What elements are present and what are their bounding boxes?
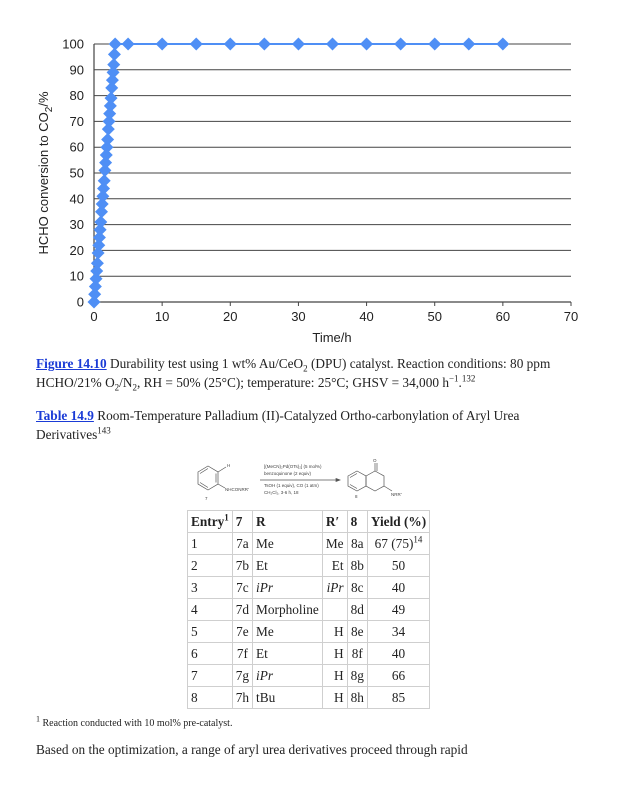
y-tick-label: 20 — [69, 242, 84, 258]
cell-yield: 49 — [367, 599, 429, 621]
cell-7: 7b — [232, 555, 252, 577]
data-point — [462, 38, 475, 51]
cell-yield: 40 — [367, 643, 429, 665]
data-point — [109, 38, 122, 51]
cell-r: iPr — [253, 577, 323, 599]
reagent-line-4: CH₂Cl₂, 3-6 h, 18 — [264, 490, 299, 495]
cell-r: iPr — [253, 665, 323, 687]
cell-r-prime: Et — [322, 555, 347, 577]
y-tick-label: 70 — [69, 113, 84, 129]
x-tick-label: 10 — [154, 309, 170, 324]
data-point — [258, 38, 271, 51]
header-yield: Yield (%) — [367, 511, 429, 533]
table-row — [188, 665, 430, 687]
table-row — [188, 533, 430, 555]
table-row — [188, 555, 430, 577]
data-point — [156, 38, 169, 51]
table-link[interactable]: Table 14.9 — [36, 408, 94, 423]
header-7: 7 — [232, 511, 252, 533]
data-point — [394, 38, 407, 51]
cell-7: 7h — [232, 687, 252, 709]
x-tick-label: 40 — [359, 309, 374, 324]
grid-lines — [94, 44, 571, 276]
table-row — [188, 687, 430, 709]
header-r: R — [253, 511, 323, 533]
cell-8: 8e — [347, 621, 367, 643]
cell-8: 8f — [347, 643, 367, 665]
cell-r-prime: Me — [322, 533, 347, 555]
sm-h-label: H — [227, 463, 231, 468]
cell-8: 8c — [347, 577, 367, 599]
reagent-line-2: benzoquinone (2 equiv) — [264, 471, 312, 476]
cell-entry: 8 — [188, 687, 233, 709]
cell-7: 7a — [232, 533, 252, 555]
cell-entry: 2 — [188, 555, 233, 577]
figure-caption — [36, 354, 586, 392]
y-tick-label: 0 — [76, 294, 84, 310]
figure-link[interactable]: Figure 14.10 — [36, 356, 107, 371]
data-point — [292, 38, 305, 51]
table-row — [188, 577, 430, 599]
data-point — [224, 38, 237, 51]
tick-labels — [62, 37, 578, 325]
table-header-row — [188, 511, 430, 533]
cell-7: 7g — [232, 665, 252, 687]
reaction-arrow — [260, 479, 340, 482]
data-point — [496, 38, 509, 51]
product-compound-label: 8 — [355, 494, 358, 499]
header-r-prime: R′ — [322, 511, 347, 533]
cell-entry: 7 — [188, 665, 233, 687]
sm-compound-label: 7 — [205, 496, 208, 501]
table-row — [188, 599, 430, 621]
starting-material-structure — [198, 466, 226, 490]
y-tick-label: 80 — [69, 88, 84, 104]
cell-r: Et — [253, 643, 323, 665]
cell-r-prime: H — [322, 665, 347, 687]
cell-yield: 40 — [367, 577, 429, 599]
reagent-line-3: TsOH (1 equiv), CO (1 atm) — [264, 483, 319, 488]
cell-yield: 34 — [367, 621, 429, 643]
cell-entry: 5 — [188, 621, 233, 643]
x-tick-label: 70 — [563, 309, 579, 324]
cell-r: Et — [253, 555, 323, 577]
cell-r-prime: H — [322, 643, 347, 665]
cell-8: 8b — [347, 555, 367, 577]
table-footnote: $^1$ Reaction conducted with 10 mol% pre-catalyst. — [36, 714, 233, 729]
cell-r: Morpholine — [253, 599, 323, 621]
cell-7: 7d — [232, 599, 252, 621]
data-point — [360, 38, 373, 51]
table-row — [188, 643, 430, 665]
durability-chart — [0, 0, 617, 350]
cell-entry: 1 — [188, 533, 233, 555]
cell-7: 7e — [232, 621, 252, 643]
table-caption-text: Room-Temperature Palladium (II)-Catalyzed Ortho-carbonylation of Aryl Urea Derivatives — [36, 408, 520, 442]
cell-entry: 6 — [188, 643, 233, 665]
sm-group-label: NHCONRR' — [225, 487, 249, 492]
body-paragraph: Based on the optimization, a range of aryl urea derivatives proceed through rapid — [36, 742, 468, 757]
header-entry: Entry$^1$ — [188, 511, 233, 533]
cell-entry: 3 — [188, 577, 233, 599]
cell-8: 8h — [347, 687, 367, 709]
cell-r: Me — [253, 533, 323, 555]
x-tick-label: 50 — [427, 309, 442, 324]
cell-r: Me — [253, 621, 323, 643]
y-axis-label: HCHO conversion to $CO_2/\%$ — [36, 91, 55, 255]
product-oxygen: O — [373, 458, 377, 463]
cell-r-prime: H — [322, 687, 347, 709]
product-group-label: NRR' — [391, 492, 402, 497]
cell-8: 8g — [347, 665, 367, 687]
cell-yield: 67 $(75)^{14}$ — [367, 533, 429, 555]
cell-7: 7c — [232, 577, 252, 599]
table-caption-ref: 143 — [97, 425, 111, 436]
y-tick-label: 90 — [69, 62, 84, 78]
product-structure — [348, 463, 392, 491]
cell-r-prime: iPr — [322, 577, 347, 599]
data-point — [428, 38, 441, 51]
header-8: 8 — [347, 511, 367, 533]
cell-r: tBu — [253, 687, 323, 709]
cell-7: 7f — [232, 643, 252, 665]
table-row — [188, 621, 430, 643]
results-table — [187, 510, 430, 709]
cell-8: 8d — [347, 599, 367, 621]
y-tick-label: 40 — [69, 191, 84, 207]
x-tick-label: 20 — [223, 309, 238, 324]
table-caption — [36, 406, 586, 444]
axes — [94, 44, 571, 306]
reagent-line-1: [(MeCN)₂Pd(OTs)₂] (5 mol%) — [264, 464, 322, 469]
y-tick-label: 10 — [69, 268, 84, 284]
figure-caption-text: Durability test using 1 wt% Au/CeO$_2$ (DPU) catalyst. Reaction conditions: 80 ppm HCHO/21% $O_2/N_2$, RH = 50% (25°C); temperature: 25°C; GHSV = 34,000 $h^{-1}.^{132}$ — [36, 356, 551, 393]
cell-r-prime: H — [322, 621, 347, 643]
cell-yield: 50 — [367, 555, 429, 577]
cell-entry: 4 — [188, 599, 233, 621]
y-tick-label: 30 — [69, 217, 84, 233]
cell-yield: 85 — [367, 687, 429, 709]
data-point — [122, 38, 135, 51]
reaction-scheme — [190, 458, 430, 506]
data-point — [190, 38, 203, 51]
x-tick-label: 30 — [291, 309, 306, 324]
cell-8: 8a — [347, 533, 367, 555]
cell-yield: 66 — [367, 665, 429, 687]
cell-r-prime — [322, 599, 347, 621]
y-tick-label: 60 — [69, 139, 84, 155]
y-tick-label: 100 — [62, 36, 84, 52]
data-point — [326, 38, 339, 51]
x-tick-label: 60 — [495, 309, 511, 324]
x-axis-label: Time/h — [312, 330, 352, 345]
y-tick-label: 50 — [69, 165, 84, 181]
x-tick-label: 0 — [90, 309, 98, 324]
